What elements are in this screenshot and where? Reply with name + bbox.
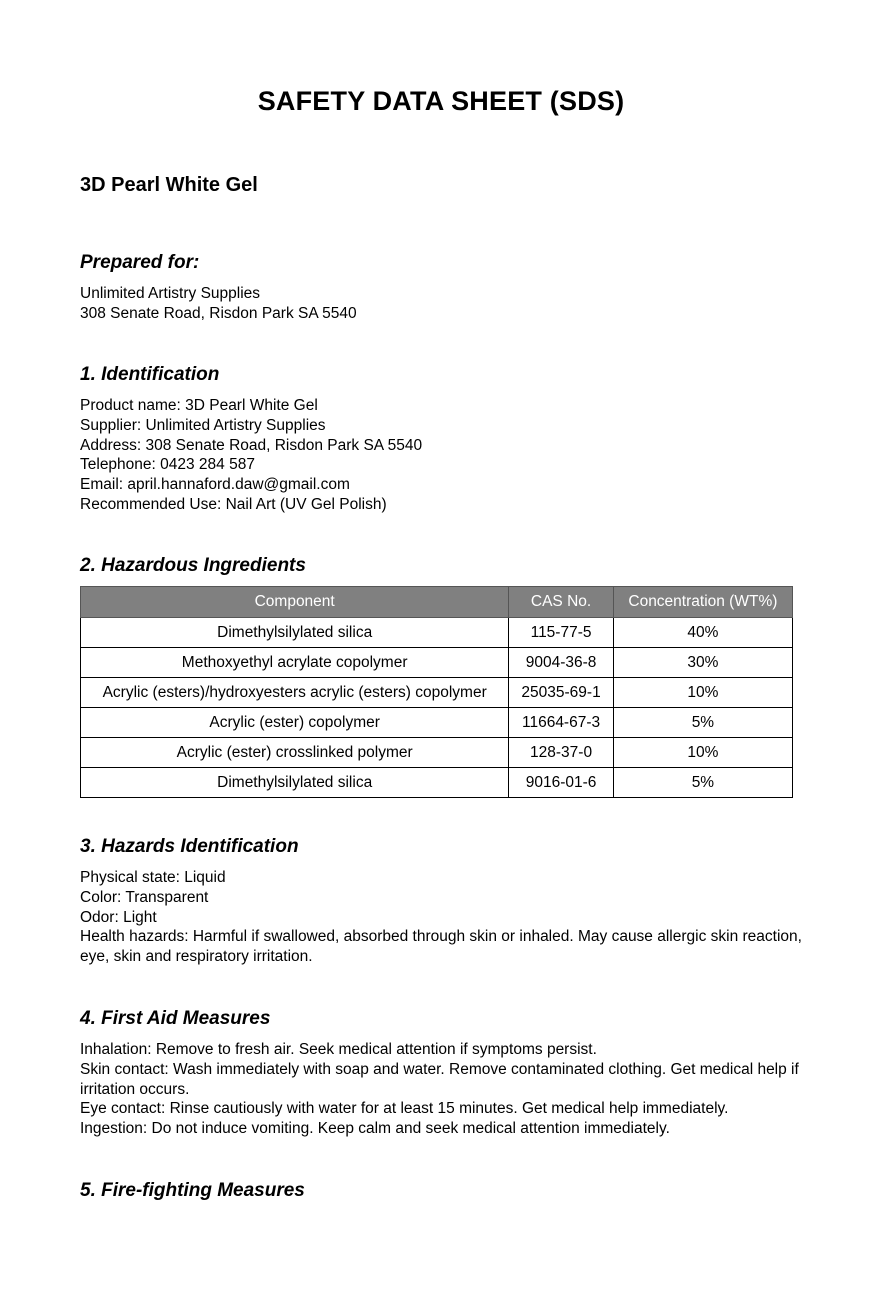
cas-cell: 9016-01-6 [509, 768, 613, 798]
component-cell: Acrylic (ester) crosslinked polymer [81, 738, 509, 768]
cas-cell: 115-77-5 [509, 618, 613, 648]
concentration-cell: 10% [613, 738, 792, 768]
table-row [81, 618, 793, 648]
concentration-cell: 5% [613, 708, 792, 738]
concentration-cell: 10% [613, 678, 792, 708]
supplier-line: Supplier: Unlimited Artistry Supplies [80, 416, 326, 434]
component-cell: Acrylic (esters)/hydroxyesters acrylic (esters) copolymer [81, 678, 509, 708]
physical-state-line: Physical state: Liquid [80, 869, 226, 886]
health-hazards-line: Health hazards: Harmful if swallowed, absorbed through skin or inhaled. May cause allergic skin reaction, eye, skin and respiratory irritation. [80, 928, 802, 966]
table-row [81, 648, 793, 678]
prepared-for-address: 308 Senate Road, Risdon Park SA 5540 [80, 304, 357, 322]
cas-cell: 9004-36-8 [509, 648, 613, 678]
cas-cell: 11664-67-3 [509, 708, 613, 738]
odor-line: Odor: Light [80, 908, 157, 926]
table-row [81, 768, 793, 798]
component-cell: Methoxyethyl acrylate copolymer [81, 648, 509, 678]
identification-heading: 1. Identification [80, 364, 220, 385]
component-cell: Acrylic (ester) copolymer [81, 708, 509, 738]
column-header-cas: CAS No. [509, 587, 613, 618]
concentration-cell: 40% [613, 618, 792, 648]
eye-contact-line: Eye contact: Rinse cautiously with water for at least 15 minutes. Get medical help immediately. [80, 1100, 729, 1118]
hazards-identification-heading: 3. Hazards Identification [80, 836, 299, 857]
hazards-identification-block [80, 868, 810, 967]
prepared-for-block [80, 284, 810, 324]
column-header-concentration: Concentration (WT%) [613, 587, 792, 618]
skin-contact-line: Skin contact: Wash immediately with soap and water. Remove contaminated clothing. Get medical help if irritation occurs. [80, 1060, 799, 1098]
ingestion-line: Ingestion: Do not induce vomiting. Keep calm and seek medical attention immediately. [80, 1120, 670, 1138]
cas-cell: 128-37-0 [509, 738, 613, 768]
identification-block [80, 396, 810, 515]
table-header-row [81, 587, 793, 618]
ingredients-table [80, 586, 793, 798]
concentration-cell: 5% [613, 768, 792, 798]
color-line: Color: Transparent [80, 888, 209, 906]
product-title: 3D Pearl White Gel [80, 174, 258, 196]
hazardous-ingredients-heading: 2. Hazardous Ingredients [80, 555, 306, 576]
first-aid-block [80, 1040, 810, 1139]
cas-cell: 25035-69-1 [509, 678, 613, 708]
table-row [81, 738, 793, 768]
column-header-component: Component [81, 587, 509, 618]
concentration-cell: 30% [613, 648, 792, 678]
table-row [81, 708, 793, 738]
inhalation-line: Inhalation: Remove to fresh air. Seek medical attention if symptoms persist. [80, 1041, 597, 1058]
prepared-for-heading: Prepared for: [80, 252, 200, 273]
product-name-line: Product name: 3D Pearl White Gel [80, 397, 318, 414]
component-cell: Dimethylsilylated silica [81, 768, 509, 798]
component-cell: Dimethylsilylated silica [81, 618, 509, 648]
table-row [81, 678, 793, 708]
telephone-line: Telephone: 0423 284 587 [80, 456, 255, 474]
prepared-for-company: Unlimited Artistry Supplies [80, 285, 261, 302]
email-line: Email: april.hannaford.daw@gmail.com [80, 476, 350, 494]
first-aid-heading: 4. First Aid Measures [80, 1008, 271, 1029]
recommended-use-line: Recommended Use: Nail Art (UV Gel Polish) [80, 495, 387, 513]
document-title: SAFETY DATA SHEET (SDS) [257, 86, 625, 116]
fire-fighting-heading: 5. Fire-fighting Measures [80, 1180, 305, 1201]
address-line: Address: 308 Senate Road, Risdon Park SA 5540 [80, 436, 423, 454]
